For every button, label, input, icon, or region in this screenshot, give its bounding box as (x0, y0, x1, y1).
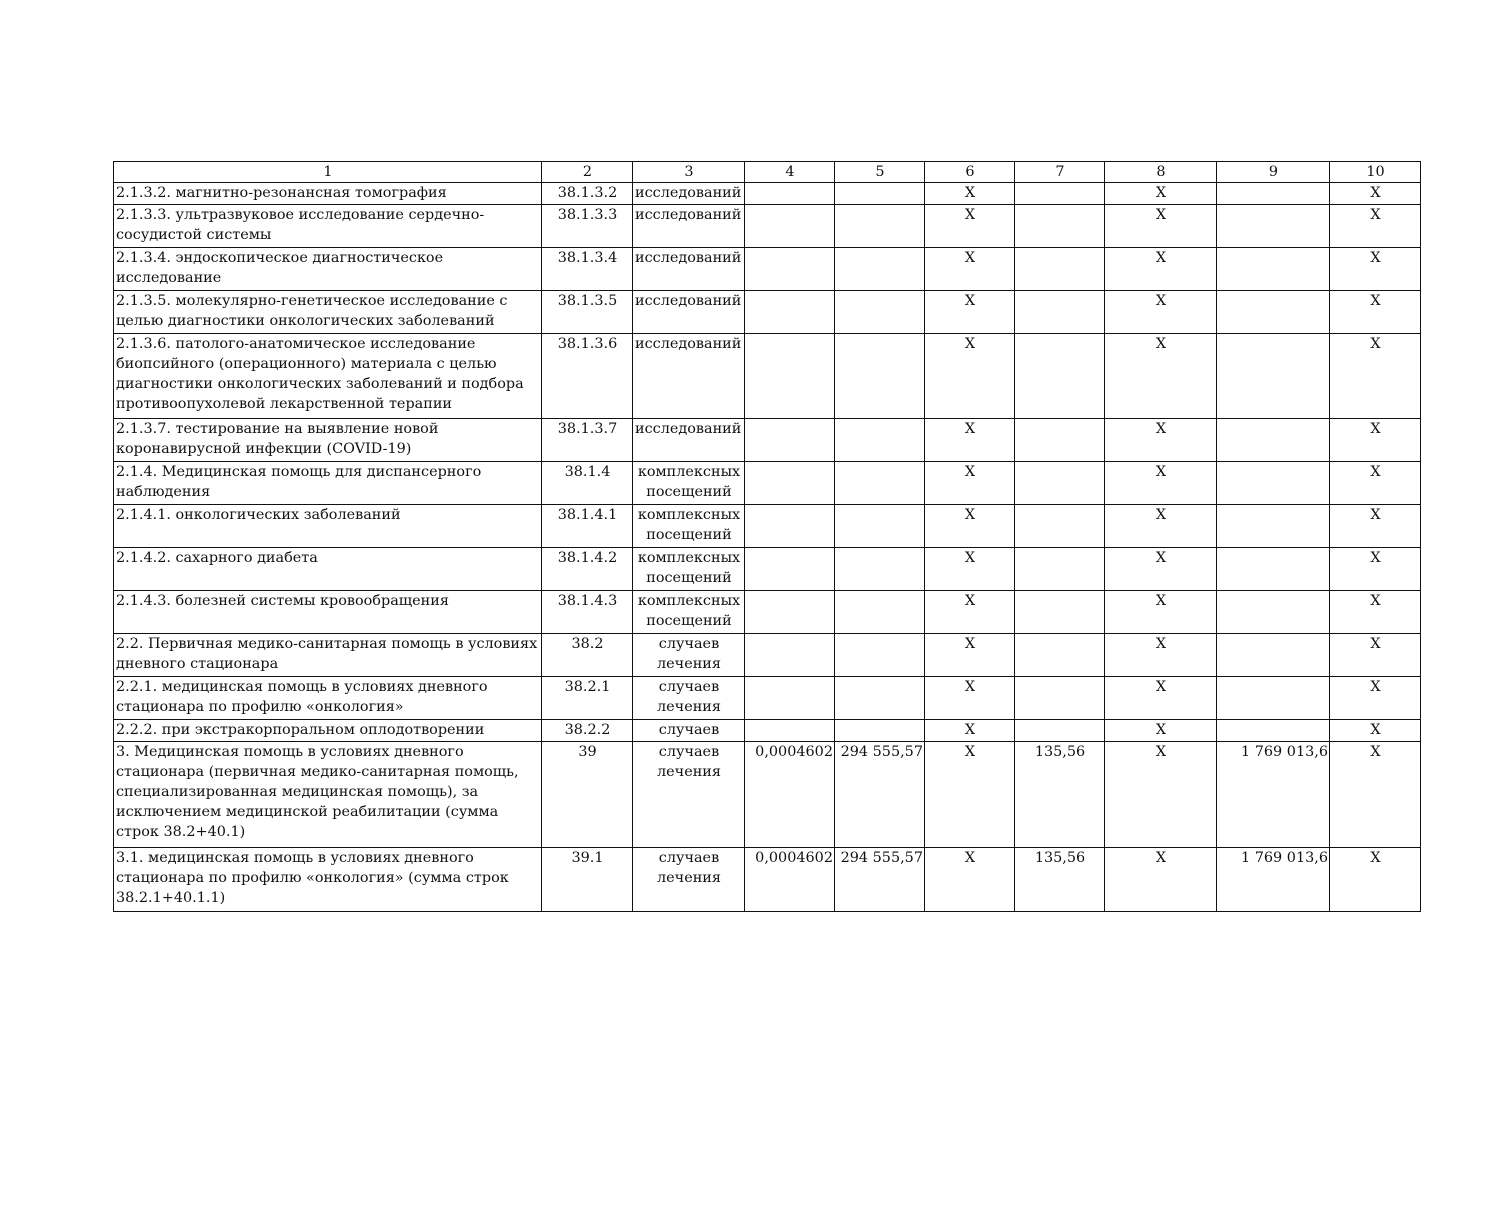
row-code: 38.1.3.2 (542, 183, 633, 205)
cell-c6: Х (925, 334, 1015, 419)
row-name: 2.2. Первичная медико-санитарная помощь в условиях дневного стационара (114, 634, 542, 677)
header-row (114, 162, 1421, 183)
cell-c7 (1015, 634, 1105, 677)
cell-c5: 294 555,57 (835, 848, 925, 912)
cell-c5 (835, 591, 925, 634)
row-unit: случаев (633, 720, 745, 742)
row-code: 38.1.4.2 (542, 548, 633, 591)
column-header: 4 (745, 162, 835, 183)
cell-c8: Х (1105, 848, 1217, 912)
row-unit: случаев лечения (633, 848, 745, 912)
column-header: 3 (633, 162, 745, 183)
cell-c10: Х (1330, 248, 1421, 291)
column-header: 9 (1217, 162, 1330, 183)
table-row (114, 505, 1421, 548)
cell-c6: Х (925, 248, 1015, 291)
cell-c9 (1217, 334, 1330, 419)
cell-c10: Х (1330, 548, 1421, 591)
cell-c7 (1015, 248, 1105, 291)
row-unit: исследований (633, 248, 745, 291)
cell-c7 (1015, 419, 1105, 462)
table-row (114, 548, 1421, 591)
table-row (114, 291, 1421, 334)
row-code: 38.1.4.1 (542, 505, 633, 548)
cell-c6: Х (925, 634, 1015, 677)
cell-c8: Х (1105, 548, 1217, 591)
cell-c10: Х (1330, 634, 1421, 677)
cell-c10: Х (1330, 419, 1421, 462)
column-header: 1 (114, 162, 542, 183)
row-name: 2.1.3.7. тестирование на выявление новой коронавирусной инфекции (COVID-19) (114, 419, 542, 462)
cell-c7 (1015, 183, 1105, 205)
cell-c9 (1217, 183, 1330, 205)
column-header: 10 (1330, 162, 1421, 183)
row-unit: исследований (633, 334, 745, 419)
cell-c7 (1015, 720, 1105, 742)
row-unit: исследований (633, 205, 745, 248)
column-header: 2 (542, 162, 633, 183)
row-unit: случаев лечения (633, 742, 745, 848)
row-code: 38.1.3.6 (542, 334, 633, 419)
row-code: 38.1.3.5 (542, 291, 633, 334)
row-name: 3.1. медицинская помощь в условиях дневного стационара по профилю «онкология» (сумма строк 38.2.1+40.1.1) (114, 848, 542, 912)
cell-c5 (835, 248, 925, 291)
cell-c4 (745, 462, 835, 505)
row-name: 2.1.3.4. эндоскопическое диагностическое исследование (114, 248, 542, 291)
cell-c7 (1015, 677, 1105, 720)
cell-c8: Х (1105, 334, 1217, 419)
cell-c4 (745, 505, 835, 548)
cell-c7 (1015, 334, 1105, 419)
cell-c9 (1217, 677, 1330, 720)
cell-c8: Х (1105, 591, 1217, 634)
table-row (114, 720, 1421, 742)
row-name: 2.2.1. медицинская помощь в условиях дневного стационара по профилю «онкология» (114, 677, 542, 720)
cell-c4: 0,0004602 (745, 742, 835, 848)
cell-c9 (1217, 591, 1330, 634)
cell-c7 (1015, 505, 1105, 548)
row-code: 38.2.2 (542, 720, 633, 742)
cell-c6: Х (925, 720, 1015, 742)
table-row (114, 742, 1421, 848)
cell-c9 (1217, 419, 1330, 462)
cell-c5 (835, 720, 925, 742)
cell-c9: 1 769 013,6 (1217, 848, 1330, 912)
cell-c8: Х (1105, 248, 1217, 291)
cell-c10: Х (1330, 291, 1421, 334)
cell-c6: Х (925, 462, 1015, 505)
row-code: 38.1.4 (542, 462, 633, 505)
cell-c4 (745, 548, 835, 591)
cell-c7: 135,56 (1015, 848, 1105, 912)
cell-c5 (835, 183, 925, 205)
cell-c10: Х (1330, 334, 1421, 419)
row-code: 38.2.1 (542, 677, 633, 720)
table-row (114, 205, 1421, 248)
row-name: 2.1.3.2. магнитно-резонансная томография (114, 183, 542, 205)
cell-c7 (1015, 462, 1105, 505)
cell-c5 (835, 291, 925, 334)
cell-c7 (1015, 291, 1105, 334)
cell-c6: Х (925, 183, 1015, 205)
column-header: 7 (1015, 162, 1105, 183)
cell-c5 (835, 205, 925, 248)
cell-c9 (1217, 548, 1330, 591)
cell-c5: 294 555,57 (835, 742, 925, 848)
row-code: 38.1.3.4 (542, 248, 633, 291)
cell-c8: Х (1105, 183, 1217, 205)
cell-c7 (1015, 548, 1105, 591)
cell-c9 (1217, 720, 1330, 742)
cell-c8: Х (1105, 291, 1217, 334)
cell-c6: Х (925, 677, 1015, 720)
cell-c8: Х (1105, 677, 1217, 720)
cell-c6: Х (925, 591, 1015, 634)
row-name: 2.1.4.3. болезней системы кровообращения (114, 591, 542, 634)
row-name: 2.1.3.6. патолого-анатомическое исследование биопсийного (операционного) материала с целью диагностики онкологических заболеваний и подбора противоопухолевой лекарственной терапии (114, 334, 542, 419)
row-unit: случаев лечения (633, 634, 745, 677)
cell-c4 (745, 183, 835, 205)
table-row (114, 848, 1421, 912)
cell-c9 (1217, 248, 1330, 291)
cell-c5 (835, 419, 925, 462)
cell-c4 (745, 248, 835, 291)
cell-c5 (835, 462, 925, 505)
cell-c4 (745, 419, 835, 462)
row-name: 2.1.4.2. сахарного диабета (114, 548, 542, 591)
cell-c6: Х (925, 742, 1015, 848)
row-code: 38.2 (542, 634, 633, 677)
data-table (113, 161, 1421, 912)
cell-c8: Х (1105, 462, 1217, 505)
cell-c4 (745, 720, 835, 742)
row-code: 39 (542, 742, 633, 848)
row-name: 2.1.4.1. онкологических заболеваний (114, 505, 542, 548)
table-row (114, 591, 1421, 634)
cell-c8: Х (1105, 634, 1217, 677)
cell-c5 (835, 505, 925, 548)
cell-c9 (1217, 505, 1330, 548)
cell-c10: Х (1330, 720, 1421, 742)
cell-c4 (745, 591, 835, 634)
row-code: 38.1.4.3 (542, 591, 633, 634)
cell-c8: Х (1105, 720, 1217, 742)
cell-c10: Х (1330, 591, 1421, 634)
row-unit: исследований (633, 291, 745, 334)
cell-c8: Х (1105, 505, 1217, 548)
cell-c4 (745, 334, 835, 419)
cell-c6: Х (925, 848, 1015, 912)
cell-c10: Х (1330, 677, 1421, 720)
row-code: 38.1.3.3 (542, 205, 633, 248)
row-unit: исследований (633, 183, 745, 205)
column-header: 6 (925, 162, 1015, 183)
table-row (114, 248, 1421, 291)
column-header: 5 (835, 162, 925, 183)
cell-c6: Х (925, 291, 1015, 334)
row-unit: комплексных посещений (633, 591, 745, 634)
row-name: 2.1.4. Медицинская помощь для диспансерного наблюдения (114, 462, 542, 505)
cell-c4 (745, 677, 835, 720)
cell-c10: Х (1330, 505, 1421, 548)
row-name: 2.1.3.5. молекулярно-генетическое исследование с целью диагностики онкологических заболеваний (114, 291, 542, 334)
cell-c8: Х (1105, 742, 1217, 848)
cell-c4 (745, 205, 835, 248)
cell-c4 (745, 634, 835, 677)
cell-c8: Х (1105, 205, 1217, 248)
row-unit: комплексных посещений (633, 505, 745, 548)
cell-c6: Х (925, 548, 1015, 591)
row-unit: случаев лечения (633, 677, 745, 720)
table-row (114, 183, 1421, 205)
row-unit: комплексных посещений (633, 548, 745, 591)
cell-c10: Х (1330, 183, 1421, 205)
cell-c7 (1015, 205, 1105, 248)
cell-c5 (835, 334, 925, 419)
column-header: 8 (1105, 162, 1217, 183)
cell-c6: Х (925, 205, 1015, 248)
cell-c7: 135,56 (1015, 742, 1105, 848)
cell-c9 (1217, 205, 1330, 248)
cell-c10: Х (1330, 462, 1421, 505)
cell-c9 (1217, 634, 1330, 677)
row-name: 3. Медицинская помощь в условиях дневного стационара (первичная медико-санитарная помощь, специализированная медицинская помощь), за исключением медицинской реабилитации (сумма строк 38.2+40.1) (114, 742, 542, 848)
cell-c6: Х (925, 419, 1015, 462)
cell-c4: 0,0004602 (745, 848, 835, 912)
row-name: 2.2.2. при экстракорпоральном оплодотворении (114, 720, 542, 742)
cell-c4 (745, 291, 835, 334)
document-sheet (113, 161, 1421, 912)
table-row (114, 677, 1421, 720)
row-name: 2.1.3.3. ультразвуковое исследование сердечно-сосудистой системы (114, 205, 542, 248)
cell-c6: Х (925, 505, 1015, 548)
cell-c9 (1217, 291, 1330, 334)
table-row (114, 462, 1421, 505)
table-row (114, 334, 1421, 419)
table-row (114, 634, 1421, 677)
cell-c5 (835, 634, 925, 677)
row-unit: комплексных посещений (633, 462, 745, 505)
row-code: 39.1 (542, 848, 633, 912)
cell-c9: 1 769 013,6 (1217, 742, 1330, 848)
row-code: 38.1.3.7 (542, 419, 633, 462)
cell-c9 (1217, 462, 1330, 505)
cell-c10: Х (1330, 848, 1421, 912)
cell-c8: Х (1105, 419, 1217, 462)
cell-c5 (835, 677, 925, 720)
cell-c5 (835, 548, 925, 591)
cell-c7 (1015, 591, 1105, 634)
row-unit: исследований (633, 419, 745, 462)
table-row (114, 419, 1421, 462)
cell-c10: Х (1330, 205, 1421, 248)
cell-c10: Х (1330, 742, 1421, 848)
